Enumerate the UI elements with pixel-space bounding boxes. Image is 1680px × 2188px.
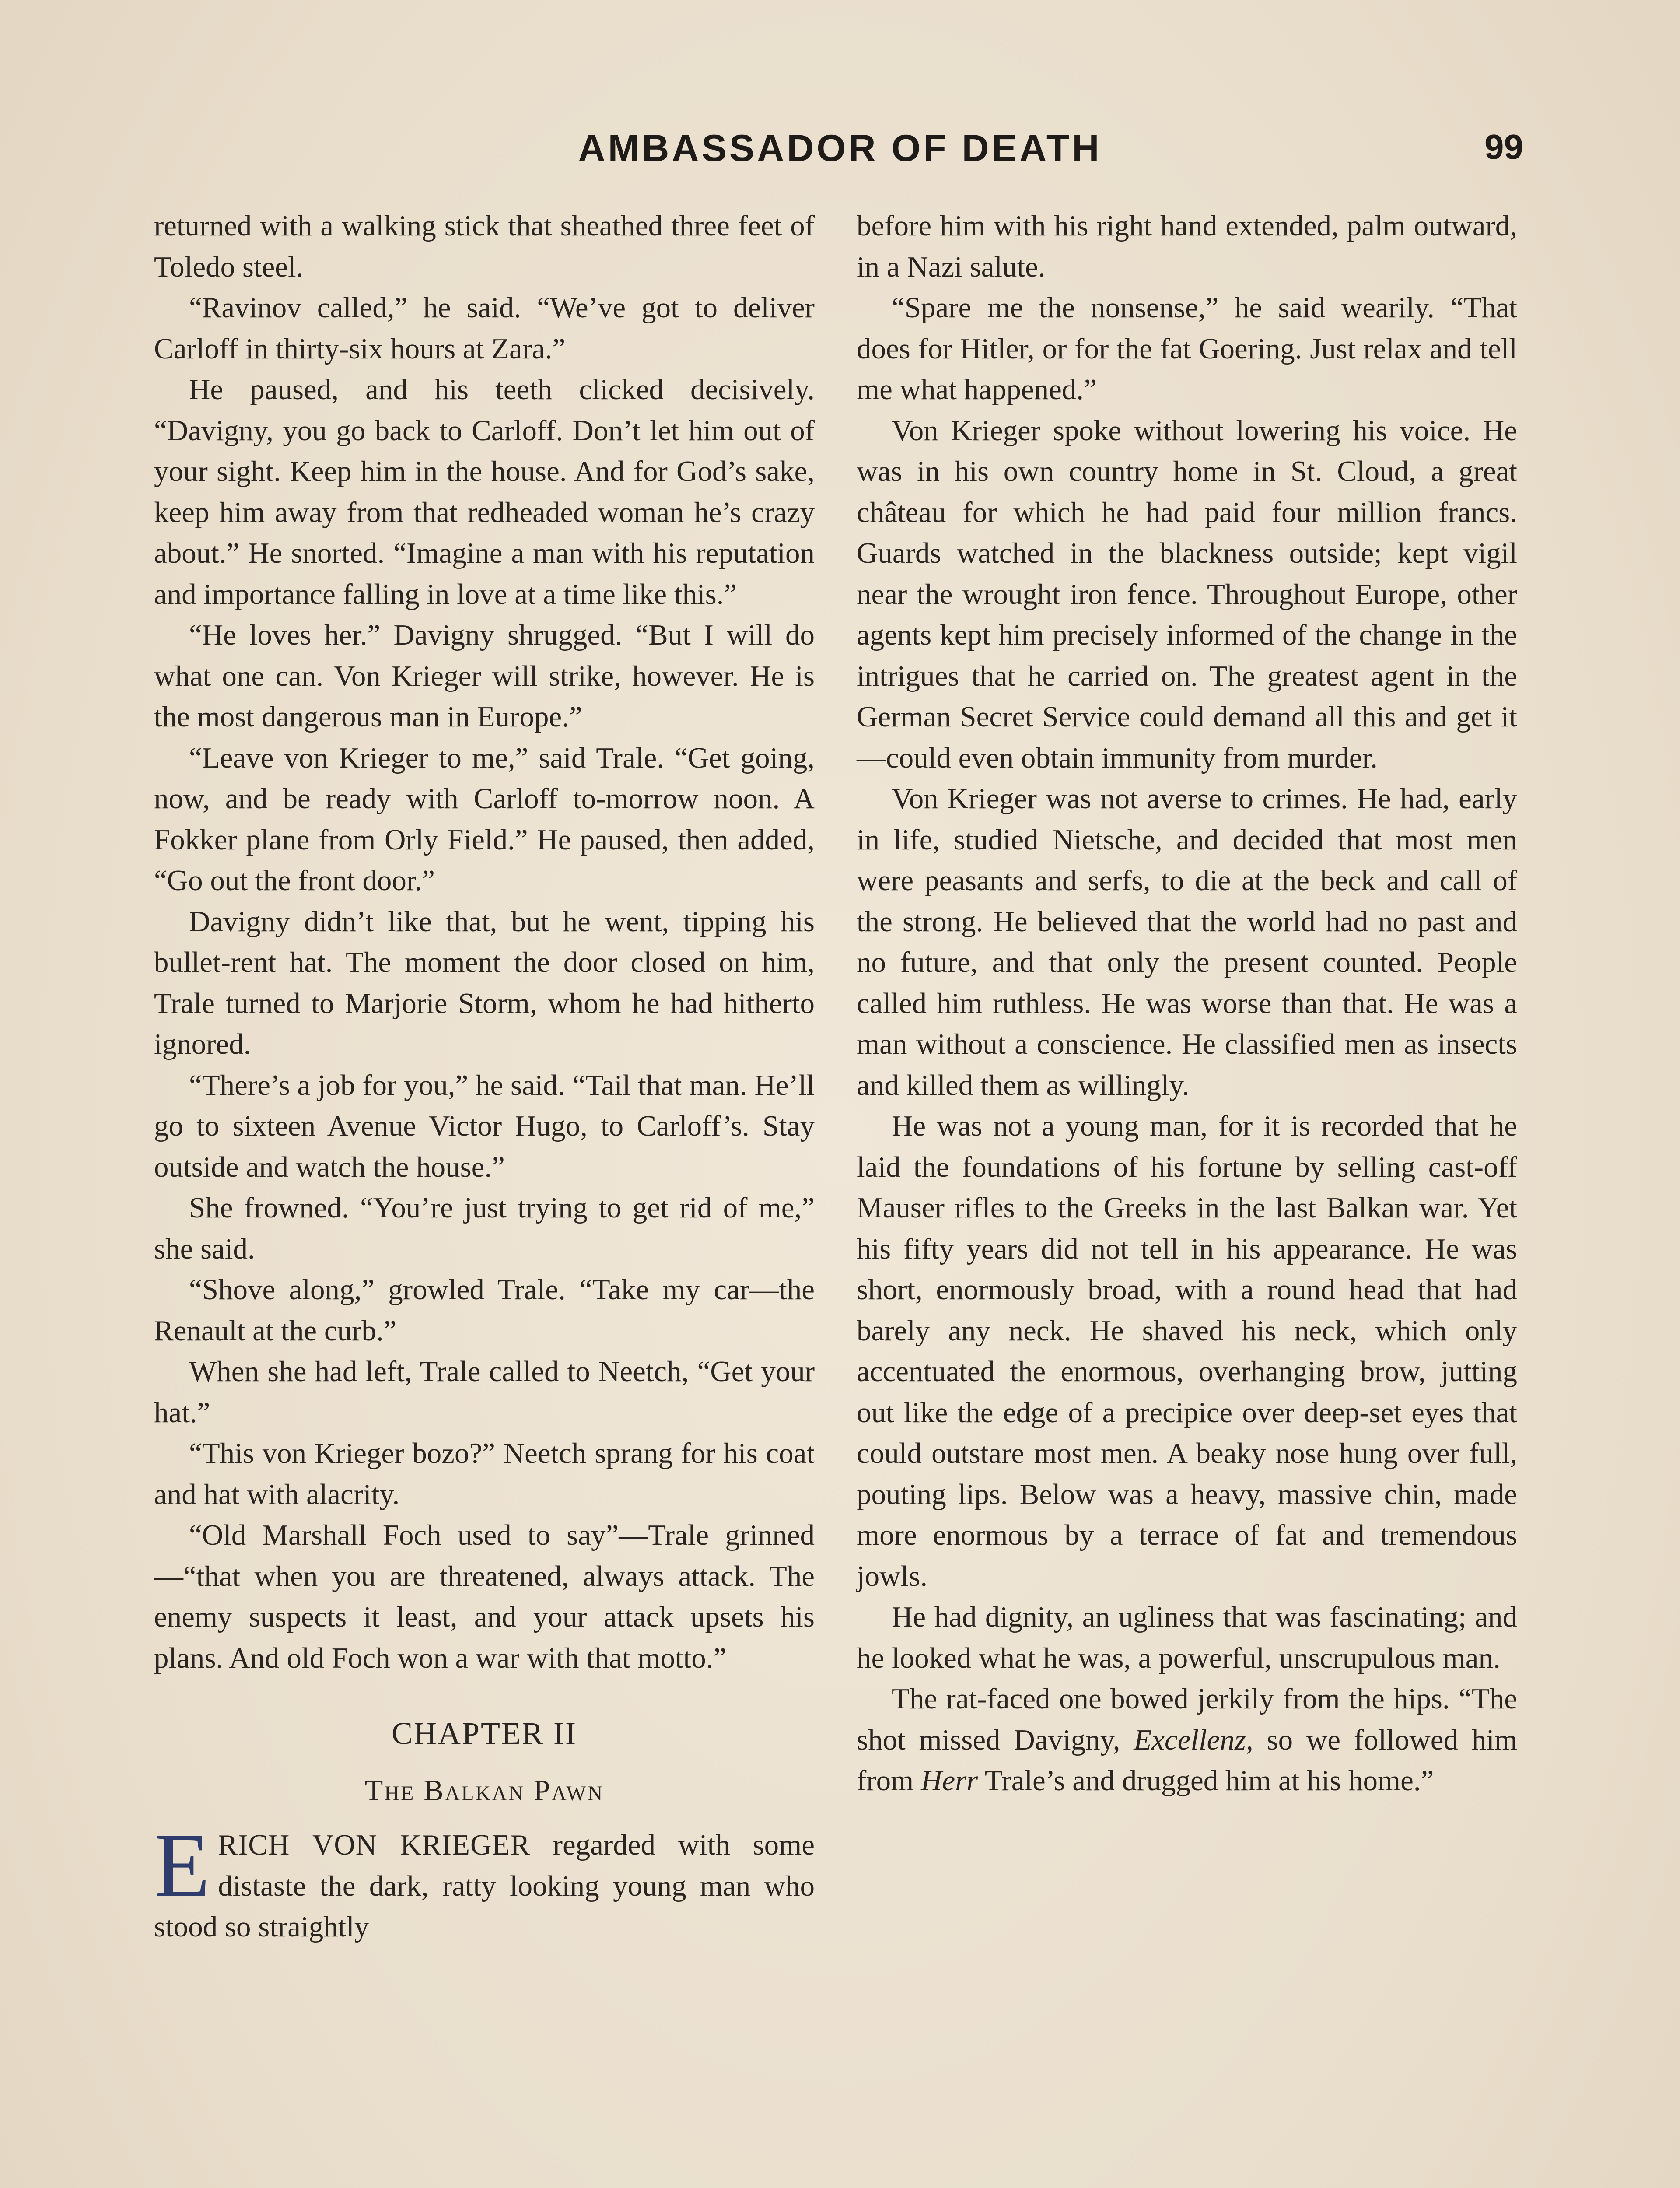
paragraph: When she had left, Trale called to Neetch, “Get your hat.” [154,1355,815,1429]
chapter-subtitle: The Balkan Pawn [364,1774,604,1807]
paragraph: “Shove along,” growled Trale. “Take my car—the Renault at the curb.” [154,1273,815,1347]
paragraph: Von Krieger was not averse to crimes. He had, early in life, studied Nietsche, and decided that most men were peasants and serfs, to die at the beck and call of the strong. He believed that the world had no past and no future, and that only the present counted. People called him ruthless. He was worse than that. He was a man without a conscience. He classified men as insects and killed them as willingly. [857,782,1517,1101]
italic-run: Excellenz, [1134,1723,1253,1756]
chapter-heading: CHAPTER II [392,1716,577,1751]
paragraph: Davigny didn’t like that, but he went, tipping his bullet-rent hat. The moment the door closed on him, Trale turned to Marjorie Storm, whom he had hitherto ignored. [154,905,815,1060]
italic-run: Herr [921,1764,978,1797]
paragraph: He had dignity, an ugliness that was fascinating; and he looked what he was, a powerful, unscrupulous man. [857,1601,1517,1674]
paragraph: “Ravinov called,” he said. “We’ve got to deliver Carloff in thirty-six hours at Zara.” [154,291,815,365]
running-head-title: AMBASSADOR OF DEATH [578,127,1102,169]
chapter-opening-paragraph [154,1815,815,1948]
paragraph: He paused, and his teeth clicked decisively. “Davigny, you go back to Carloff. Don’t let him out of your sight. Keep him in the house. And for God’s sake, keep him away from that redheaded woman he’s crazy about.” He snorted. “Imagine a man with his reputation and importance falling in love at a time like this.” [154,373,815,610]
paragraph: returned with a walking stick that sheathed three feet of Toledo steel. [154,210,815,283]
paragraph: He was not a young man, for it is recorded that he laid the foundations of his fortune by selling cast-off Mauser rifles to the Greeks in the last Balkan war. Yet his fifty years did not tell in his appearance. He was short, enormously broad, with a round head that had barely any neck. He shaved his neck, which only accentuated the enormous, overhanging brow, jutting out like the edge of a precipice over deep-set eyes that could outstare most men. A beaky nose hung over full, pouting lips. Below was a heavy, massive chin, made more enormous by a terrace of fat and tremendous jowls. [857,1110,1517,1592]
opening-text: regarded with some distaste the dark, ratty looking young man who stood so straightly [154,1829,815,1943]
opening-caps: RICH VON KRIEGER [218,1829,531,1861]
paragraph: She frowned. “You’re just trying to get rid of me,” she said. [154,1192,815,1265]
paragraph: “This von Krieger bozo?” Neetch sprang for his coat and hat with alacrity. [154,1437,815,1511]
text-run: The rat-faced one bowed jerkily from the hips. “The shot missed Davigny, [857,1683,1517,1756]
paragraph: Von Krieger spoke without lowering his voice. He was in his own country home in St. Cloud, a great château for which he had paid four million francs. Guards watched in the blackness outside; kept vigil near the wrought iron fence. Throughout Europe, other agents kept him precisely informed of the change in the intrigues that he carried on. The greatest agent in the German Secret Service could demand all this and get it—could even obtain immunity from murder. [857,414,1517,774]
text-run: Trale’s and drugged him at his home.” [978,1764,1434,1797]
paragraph: “Spare me the nonsense,” he said wearily. “That does for Hitler, or for the fat Goering. Just relax and tell me what happened.” [857,291,1517,406]
paragraph: before him with his right hand extended, palm outward, in a Nazi salute. [857,210,1517,283]
drop-cap: E [154,1815,210,1916]
right-column [857,206,1517,1802]
paragraph: “He loves her.” Davigny shrugged. “But I will do what one can. Von Krieger will strike, however. He is the most dangerous man in Europe.” [154,619,815,733]
page-number: 99 [1484,127,1523,166]
paragraph: “Leave von Krieger to me,” said Trale. “Get going, now, and be ready with Carloff to-morrow noon. A Fokker plane from Orly Field.” He paused, then added, “Go out the front door.” [154,741,815,897]
paragraph [857,1679,1517,1802]
left-column [154,206,815,1948]
paragraph: “There’s a job for you,” he said. “Tail that man. He’ll go to sixteen Avenue Victor Hugo, to Carloff’s. Stay outside and watch the house.” [154,1069,815,1183]
paragraph: “Old Marshall Foch used to say”—Trale grinned—“that when you are threatened, always attack. The enemy suspects it least, and your attack upsets his plans. And old Foch won a war with that motto.” [154,1519,815,1674]
text-run: so we followed him from [857,1723,1517,1797]
